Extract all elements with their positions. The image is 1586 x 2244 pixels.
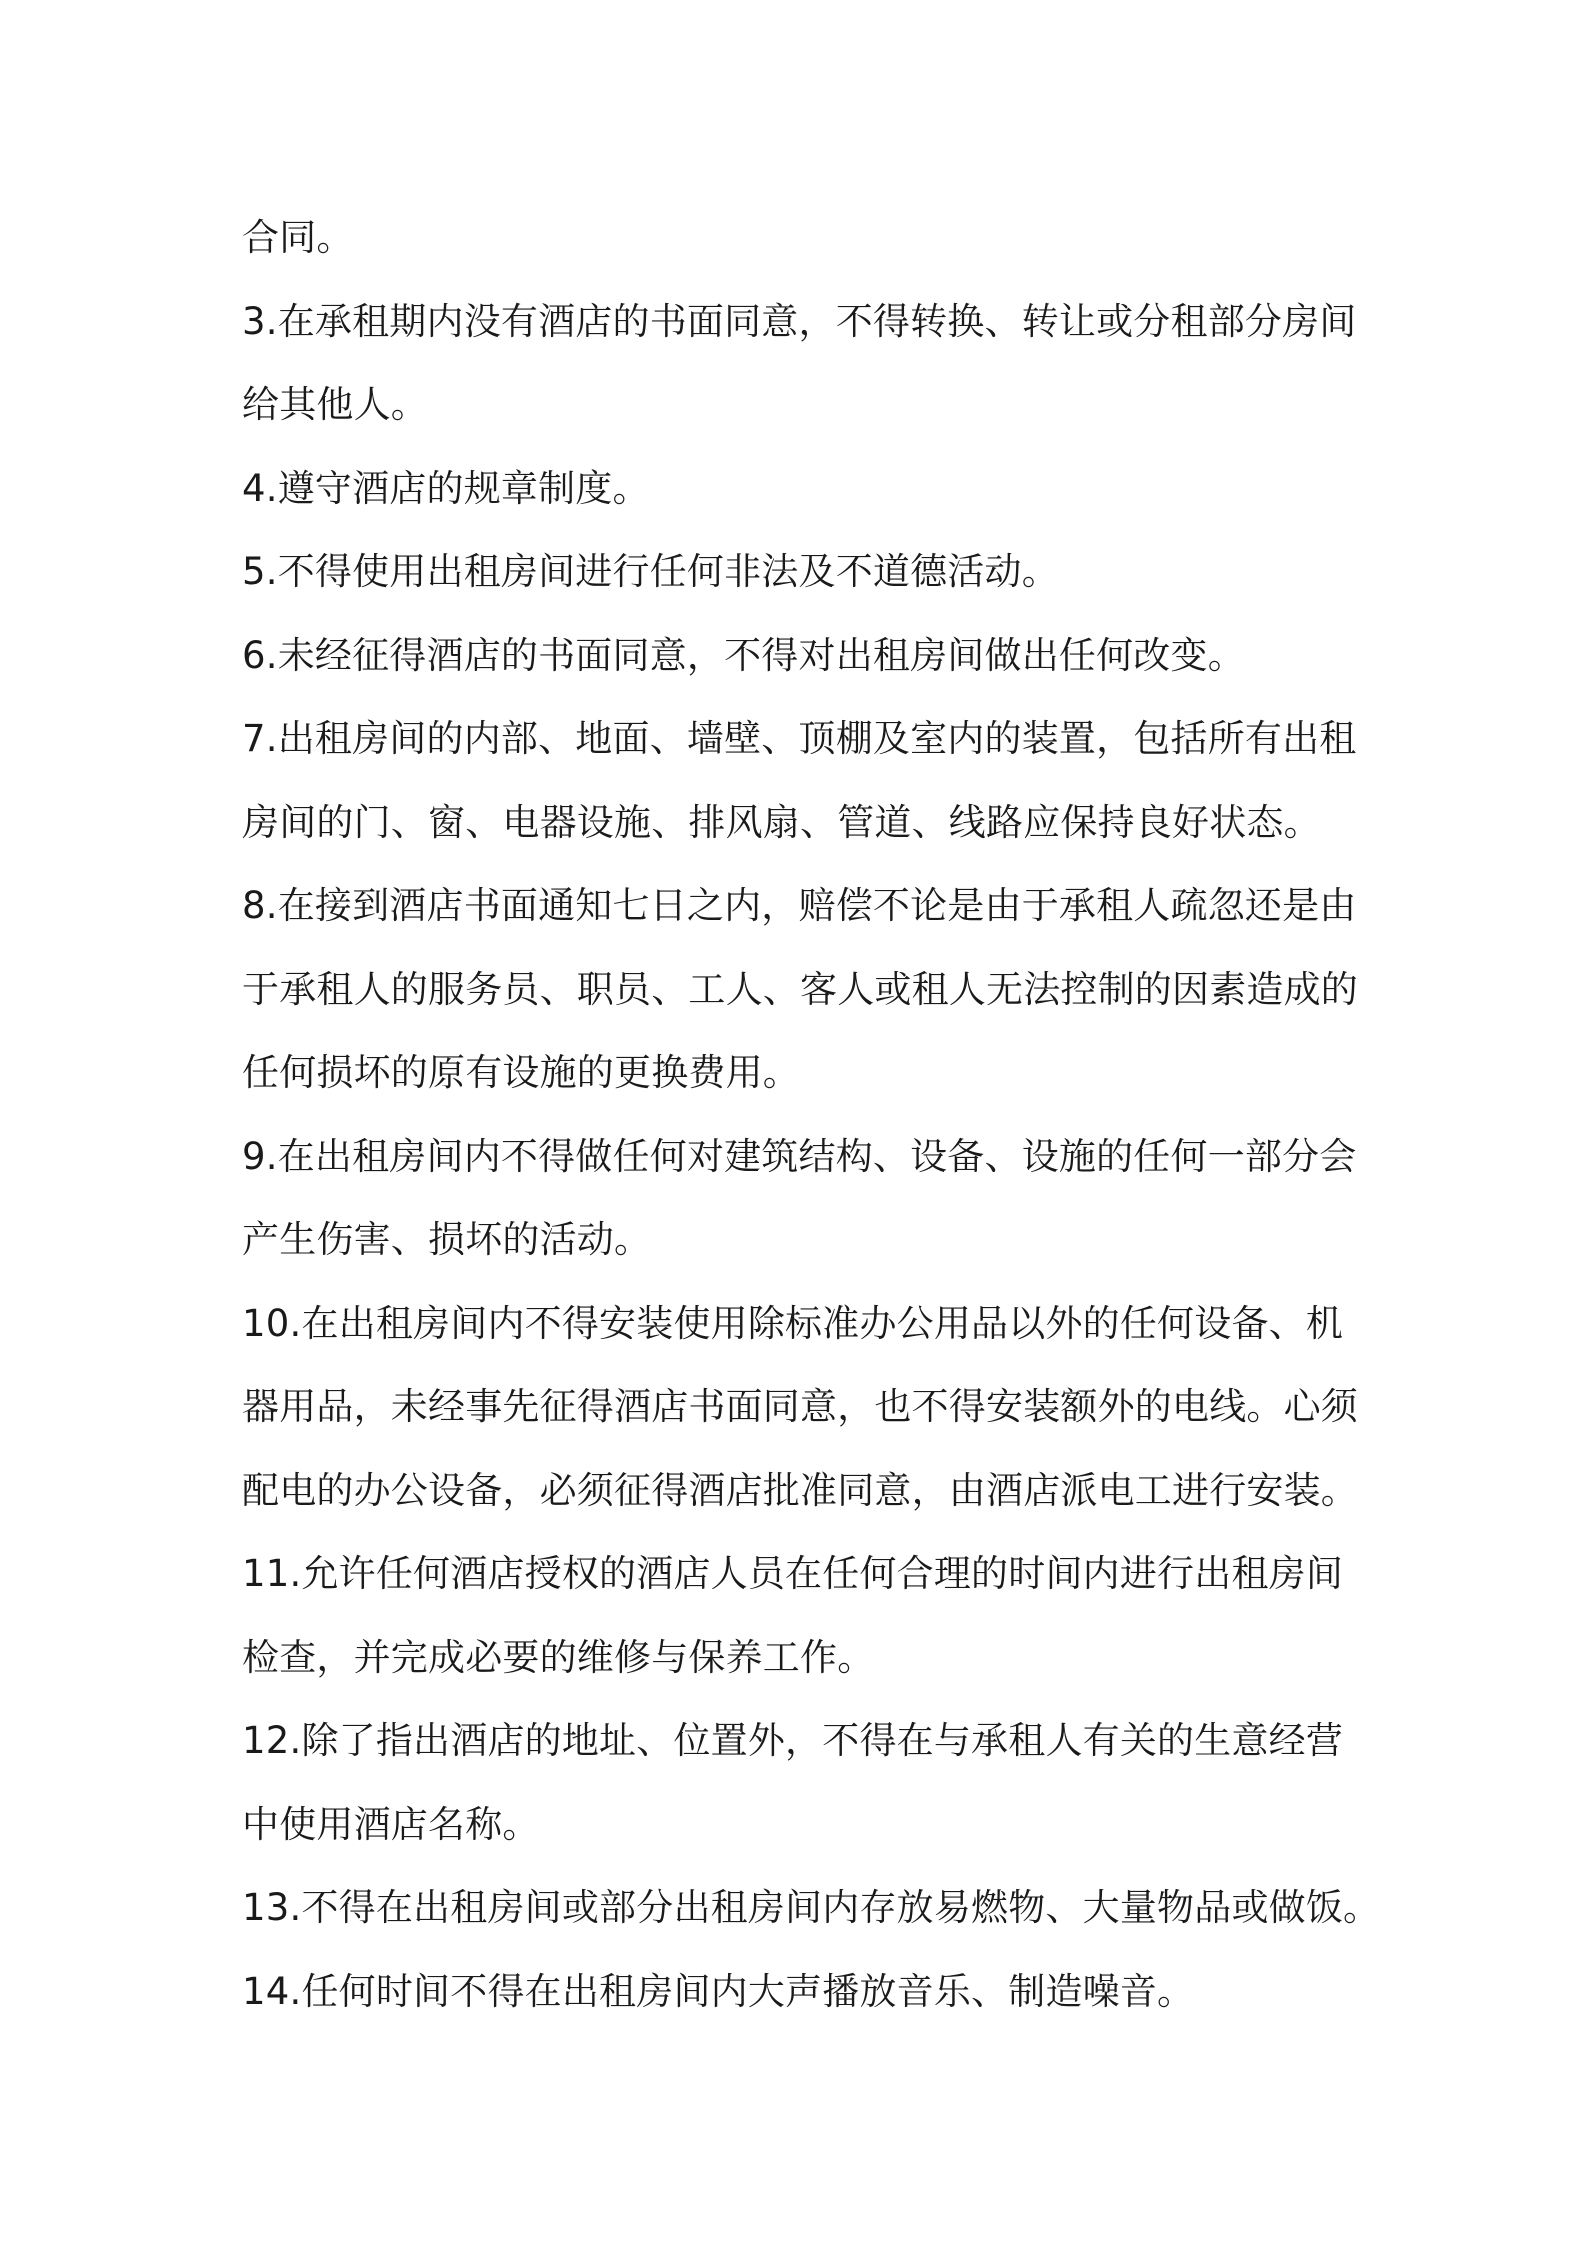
text-line: 合同。 (242, 216, 354, 259)
text-line: 14.任何时间不得在出租房间内大声播放音乐、制造噪音。 (242, 1969, 1195, 2013)
text-line: 12.除了指出酒店的地址、位置外，不得在与承租人有关的生意经营 (242, 1719, 1344, 1762)
text-line: 9.在出租房间内不得做任何对建筑结构、设备、设施的任何一部分会 (242, 1134, 1357, 1178)
text-line: 任何损坏的原有设施的更换费用。 (242, 1051, 800, 1094)
text-line: 6.未经征得酒店的书面同意，不得对出租房间做出任何改变。 (242, 633, 1245, 677)
text-line: 中使用酒店名称。 (242, 1802, 540, 1846)
text-line: 10.在出租房间内不得安装使用除标准办公用品以外的任何设备、机 (242, 1301, 1344, 1345)
document-body (242, 196, 1381, 2033)
text-line: 4.遵守酒店的规章制度。 (242, 466, 650, 510)
text-line: 5.不得使用出租房间进行任何非法及不道德活动。 (242, 550, 1059, 593)
text-line: 检查，并完成必要的维修与保养工作。 (242, 1635, 875, 1679)
text-line: 11.允许任何酒店授权的酒店人员在任何合理的时间内进行出租房间 (242, 1552, 1344, 1595)
text-line: 于承租人的服务员、职员、工人、客人或租人无法控制的因素造成的 (242, 967, 1358, 1011)
text-line: 器用品，未经事先征得酒店书面同意，也不得安装额外的电线。心须 (242, 1385, 1358, 1428)
text-line: 产生伤害、损坏的活动。 (242, 1218, 652, 1261)
text-line: 8.在接到酒店书面通知七日之内，赔偿不论是由于承租人疏忽还是由 (242, 884, 1357, 927)
text-line: 房间的门、窗、电器设施、排风扇、管道、线路应保持良好状态。 (242, 800, 1321, 844)
text-line: 13.不得在出租房间或部分出租房间内存放易燃物、大量物品或做饭。 (242, 1886, 1381, 1929)
text-line: 7.出租房间的内部、地面、墙壁、顶棚及室内的装置，包括所有出租 (242, 717, 1357, 760)
text-line: 配电的办公设备，必须征得酒店批准同意，由酒店派电工进行安装。 (242, 1468, 1358, 1512)
text-line: 给其他人。 (242, 383, 428, 426)
text-line: 3.在承租期内没有酒店的书面同意，不得转换、转让或分租部分房间 (242, 299, 1357, 343)
